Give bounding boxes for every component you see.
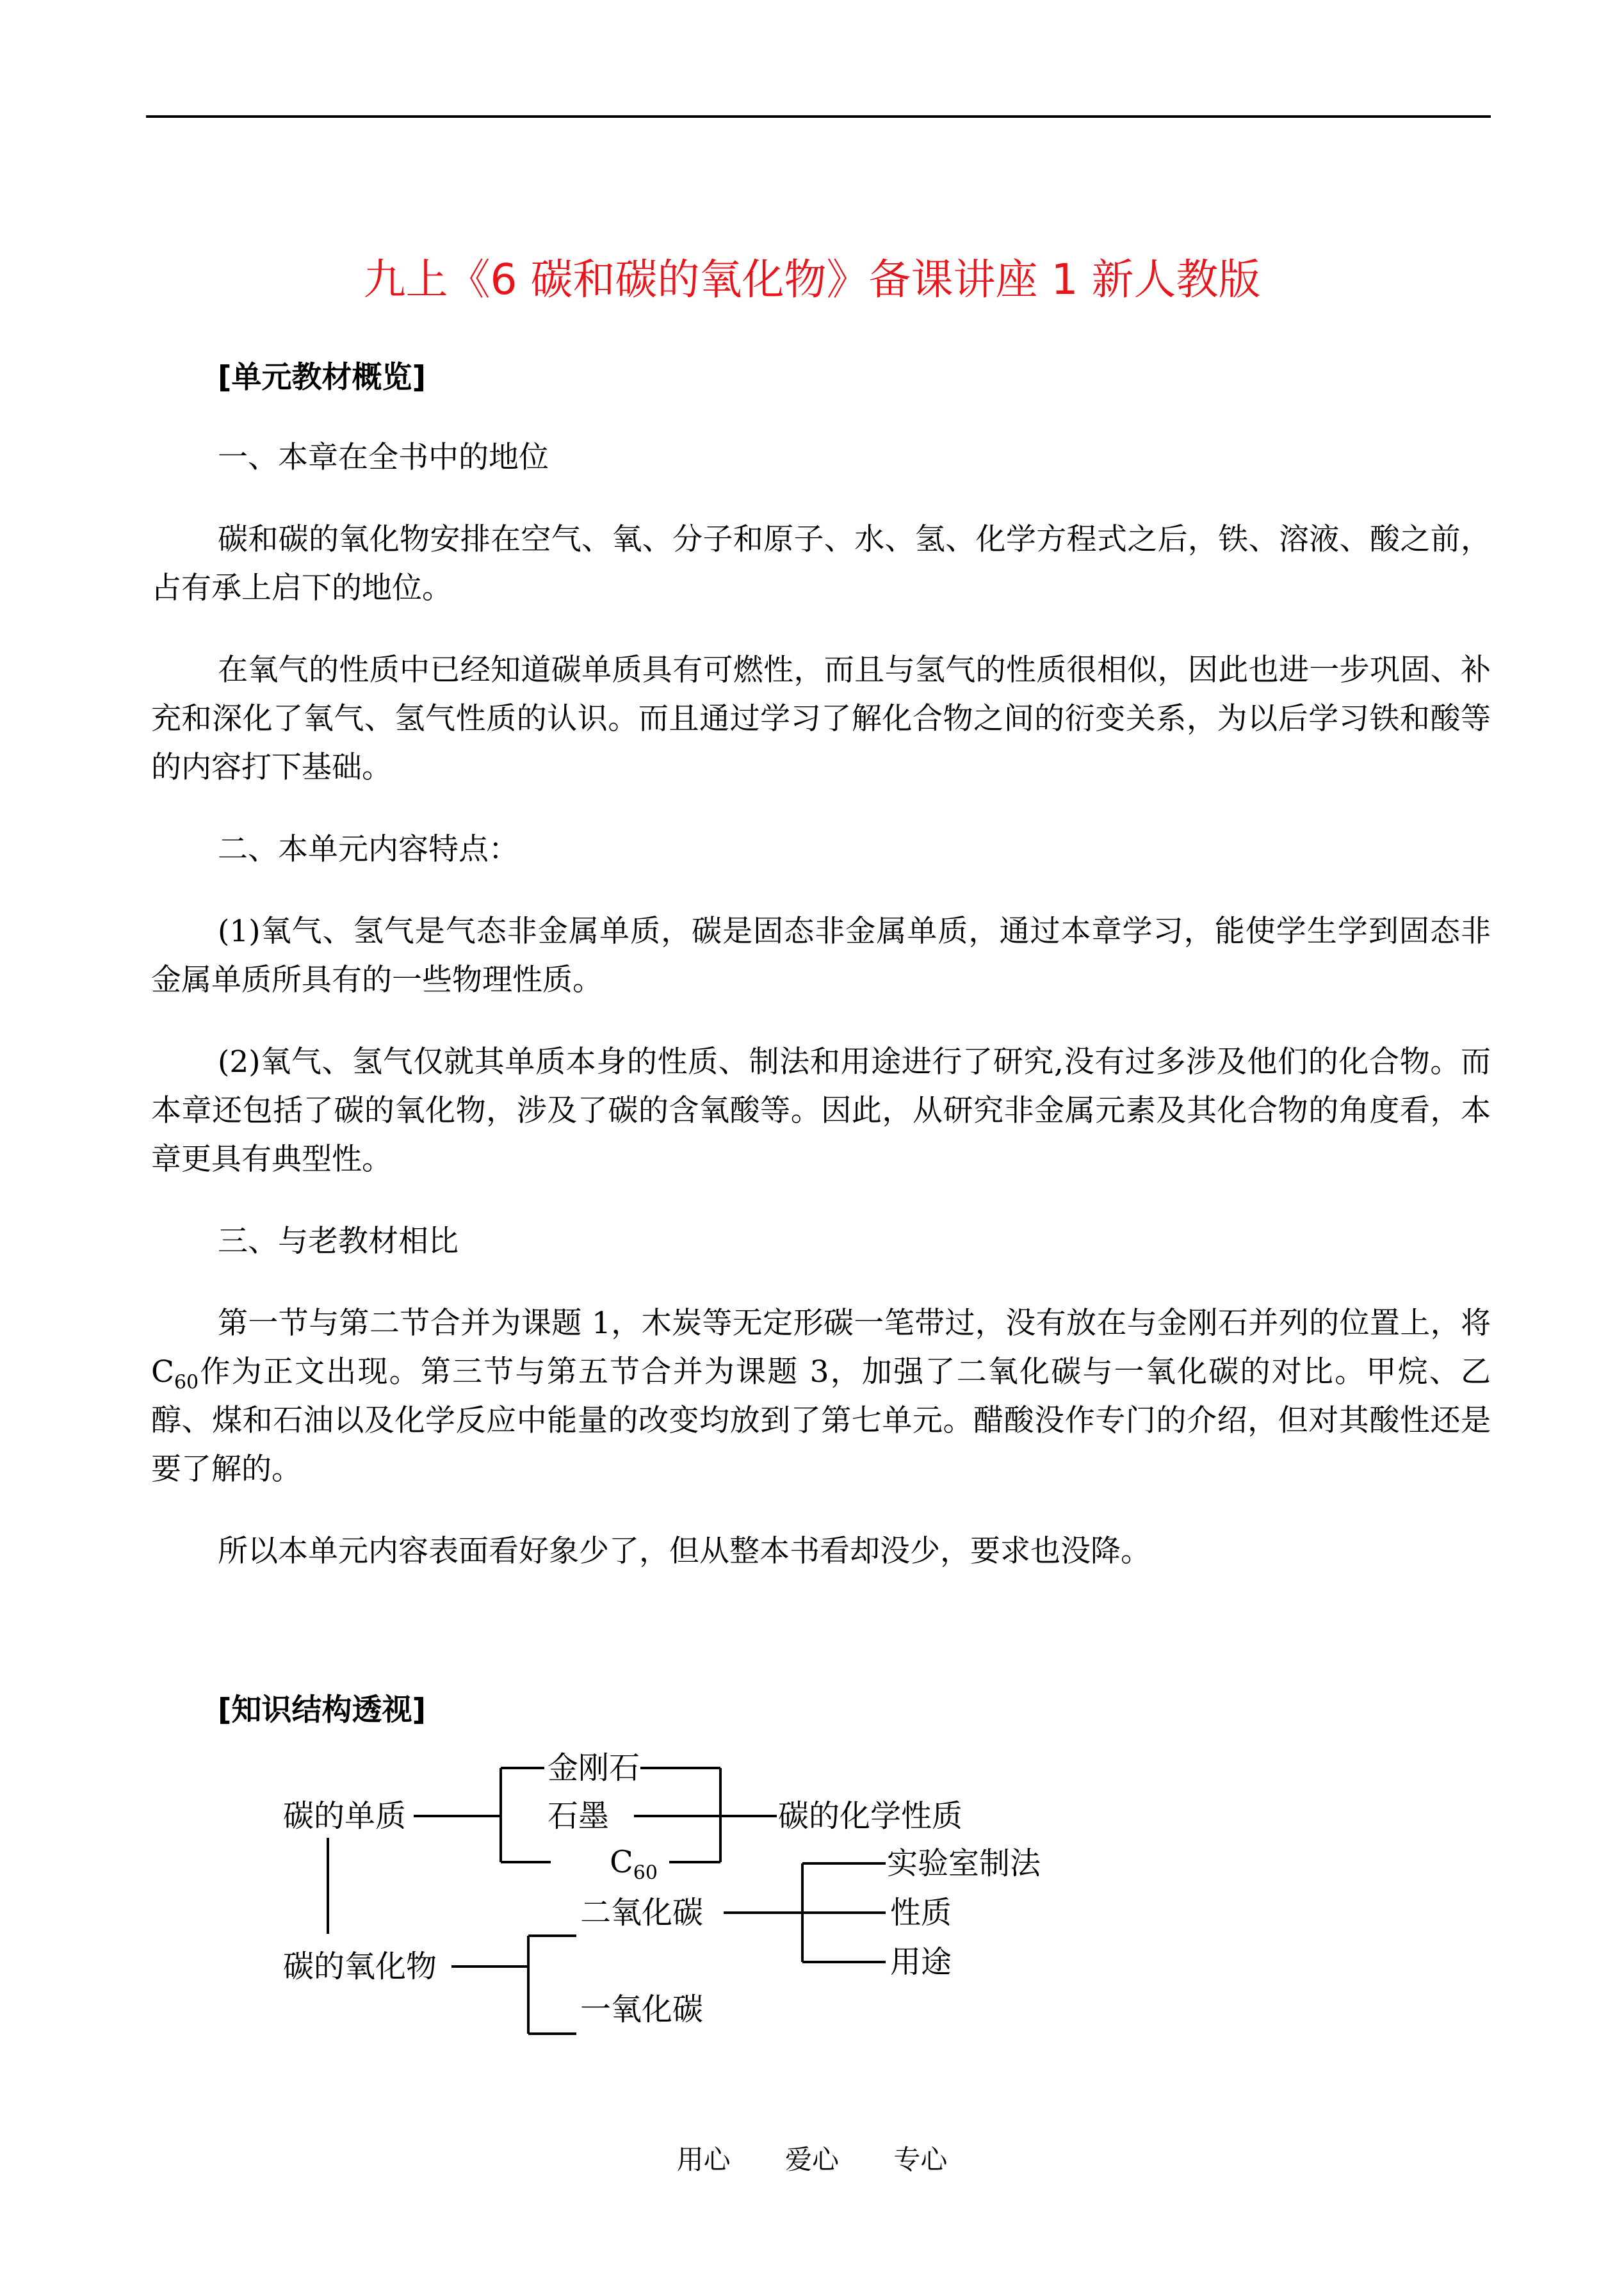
page-footer — [0, 2142, 1624, 2178]
heading-position: 一、本章在全书中的地位 — [218, 440, 549, 475]
footer-text-2: 爱心 — [784, 2144, 839, 2175]
document-title: 九上《6 碳和碳的氧化物》备课讲座 1 新人教版 — [363, 255, 1261, 304]
node-c60 — [610, 1843, 658, 1893]
node-uses: 用途 — [890, 1944, 952, 1980]
paragraph-feature-1: (1)氧气、氢气是气态非金属单质，碳是固态非金属单质，通过本章学习，能使学生学到固态非金属单质所具有的一些物理性质。 — [151, 914, 1491, 998]
paragraph-position: 碳和碳的氧化物安排在空气、氧、分子和原子、水、氢、化学方程式之后，铁、溶液、酸之前，占有承上启下的地位。 — [151, 522, 1491, 606]
header-rule — [146, 115, 1491, 118]
node-co2: 二氧化碳 — [580, 1895, 704, 1931]
section-label-structure: [知识结构透视] — [218, 1692, 426, 1728]
paragraph-comparison-part-b: 作为正文出现。第三节与第五节合并为课题 3，加强了二氧化碳与一氧化碳的对比。甲烷、乙醇、煤和石油以及化学反应中能量的改变均放到了第七单元。醋酸没作专门的介绍，但对其酸性还是要了解的。 — [151, 1354, 1491, 1487]
paragraph-comparison-part-a: 第一节与第二节合并为课题 1，木炭等无定形碳一笔带过，没有放在与金刚石并列的位置上，将 C — [151, 1306, 1491, 1390]
heading-comparison: 三、与老教材相比 — [218, 1224, 459, 1259]
footer-text-1: 用心 — [676, 2144, 731, 2175]
section-label-overview: [单元教材概览] — [218, 360, 426, 395]
paragraph-oxygen-hydrogen: 在氧气的性质中已经知道碳单质具有可燃性，而且与氢气的性质很相似，因此也进一步巩固、补充和深化了氧气、氢气性质的认识。而且通过学习了解化合物之间的衍变关系，为以后学习铁和酸等的内容打下基础。 — [151, 653, 1491, 785]
node-carbon-simple: 碳的单质 — [283, 1798, 407, 1834]
paragraph-summary: 所以本单元内容表面看好象少了，但从整本书看却没少，要求也没降。 — [218, 1534, 1151, 1569]
node-co: 一氧化碳 — [580, 1991, 704, 2027]
document-body — [151, 355, 1491, 1733]
node-lab-prep: 实验室制法 — [887, 1845, 1041, 1881]
footer-text-3: 专心 — [893, 2144, 948, 2175]
heading-features: 二、本单元内容特点： — [218, 832, 519, 867]
node-c60-subscript: 60 — [633, 1861, 658, 1885]
paragraph-feature-2: (2)氧气、氢气仅就其单质本身的性质、制法和用途进行了研究,没有过多涉及他们的化合物。而本章还包括了碳的氧化物，涉及了碳的含氧酸等。因此，从研究非金属元素及其化合物的角度看，本章更具有典型性。 — [151, 1044, 1491, 1177]
node-graphite: 石墨 — [548, 1798, 610, 1834]
node-c60-base: C — [610, 1844, 633, 1880]
node-diamond: 金刚石 — [548, 1750, 640, 1786]
node-properties: 性质 — [890, 1895, 952, 1931]
c60-subscript: 60 — [174, 1371, 199, 1394]
paragraph-comparison — [151, 1299, 1491, 1494]
node-carbon-oxides: 碳的氧化物 — [283, 1949, 437, 1984]
node-chemical-properties: 碳的化学性质 — [778, 1798, 963, 1834]
